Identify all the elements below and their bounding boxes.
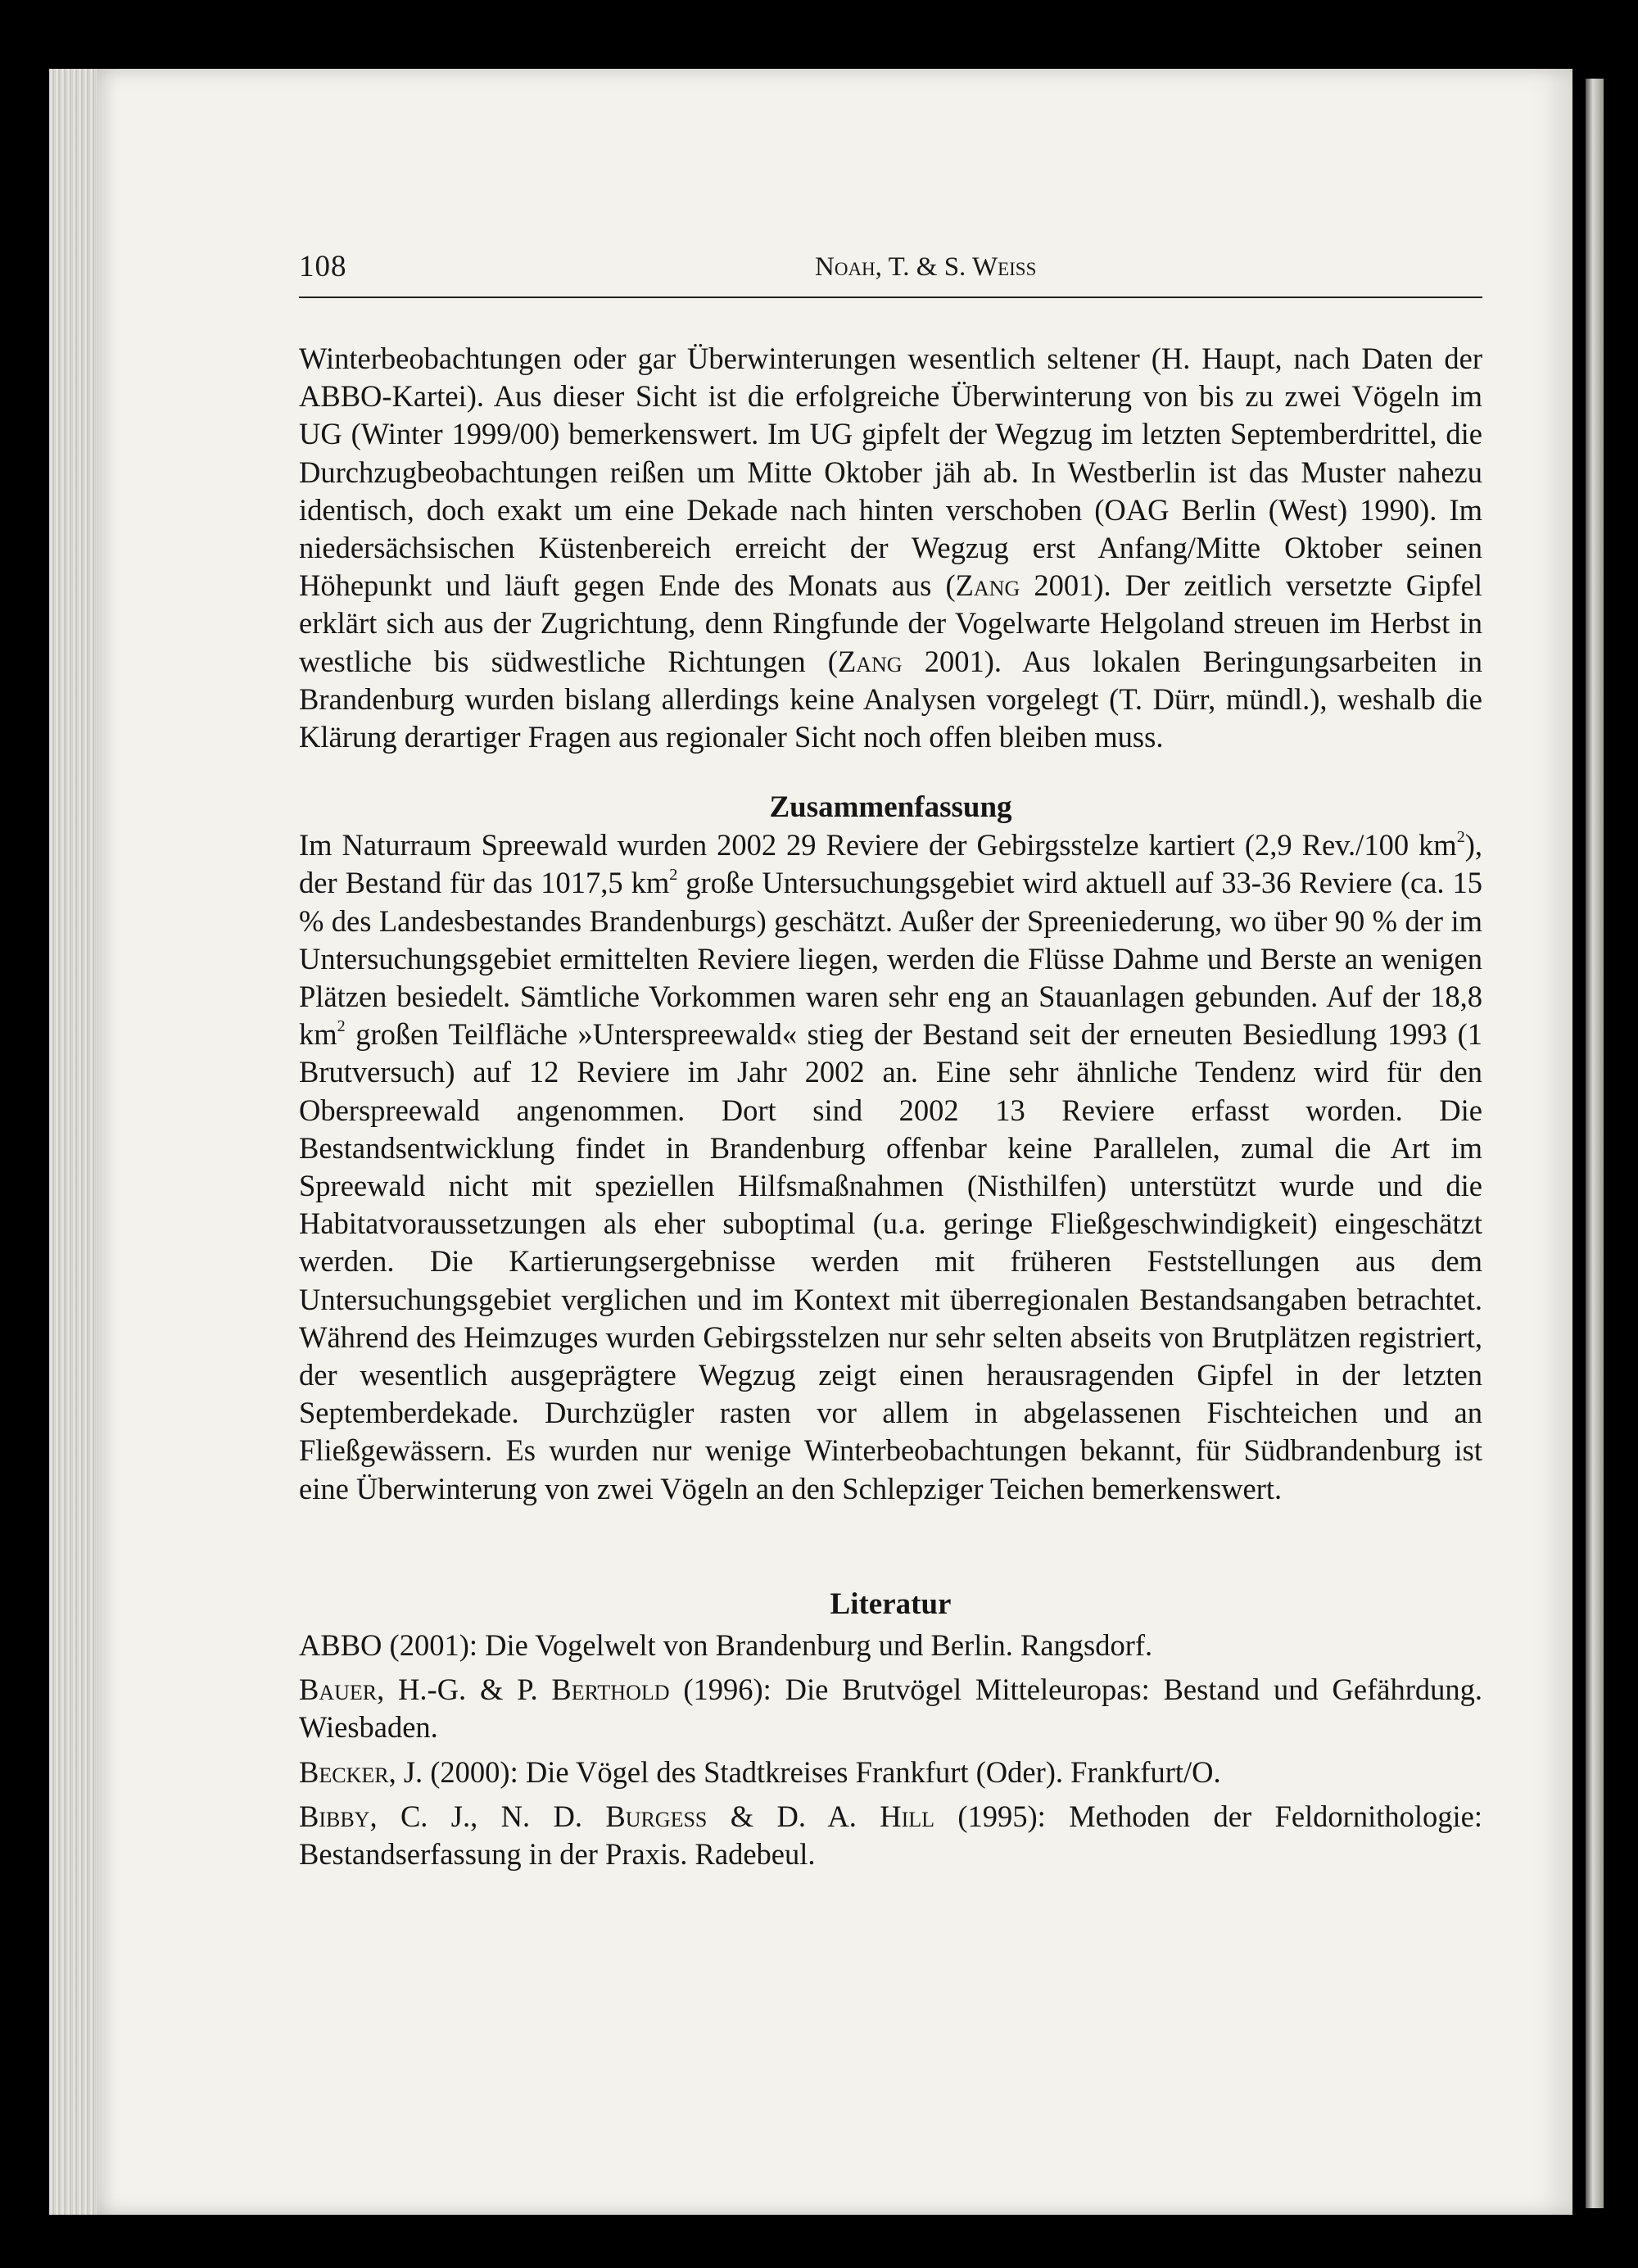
reference-text: , H.-G. & P.	[377, 1673, 552, 1707]
reference-author: Burgess	[605, 1799, 708, 1833]
reference-author: Berthold	[551, 1673, 670, 1707]
superscript: 2	[1456, 828, 1465, 847]
reference-text: & D. A.	[707, 1799, 880, 1833]
body-text: 2001). Der zeitlich versetzte Gipfel erklärt sich aus der Zugrichtung, denn Ringfunde der Vogelwarte Helgoland streuen im Herbst in westliche bis südwestliche Richtungen (	[299, 568, 1482, 678]
reference-text: , J. (2000): Die Vögel des Stadtkreises Frankfurt (Oder). Frankfurt/O.	[388, 1754, 1221, 1789]
summary-text: ), der Bestand für das 1017,5 km	[299, 828, 1482, 900]
reference-text: (1995): Methoden der Feldornithologie: Bestandserfassung in der Praxis. Radebeul.	[299, 1799, 1482, 1871]
reference-text: , C. J., N. D.	[369, 1799, 606, 1833]
reference-bibby	[299, 1798, 1482, 1873]
body-text: 2001). Aus lokalen Beringungsarbeiten in Brandenburg wurden bislang allerdings keine Analysen vorgelegt (T. Dürr, mündl.), weshalb die Klärung derartiger Fragen aus regionaler Sicht noch offen bleiben muss.	[299, 644, 1482, 754]
body-text: Winterbeobachtungen oder gar Überwinterungen wesentlich seltener (H. Haupt, nach Daten der ABBO-Kartei). Aus dieser Sicht ist die erfolgreiche Überwinterung von bis zu zwei Vögeln im UG (Winter 1999/00) bemerkenswert. Im UG gipfelt der Wegzug im letzten Septemberdrittel, die Durchzugbeobachtungen reißen um Mitte Oktober jäh ab. In Westberlin ist das Muster nahezu identisch, doch exakt um eine Dekade nach hinten verschoben (OAG Berlin (West) 1990). Im niedersächsischen Küstenbereich erreicht der Wegzug erst Anfang/Mitte Oktober seinen Höhepunkt und läuft gegen Ende des Monats aus (	[299, 342, 1482, 603]
superscript: 2	[337, 1017, 346, 1036]
superscript: 2	[669, 866, 678, 885]
running-head	[299, 249, 1482, 298]
summary-text: großen Teilfläche »Unterspreewald« stieg der Bestand seit der erneuten Besiedlung 1993 (1 Brutversuch) auf 12 Reviere im Jahr 2002 an. Eine sehr ähnliche Tendenz wird für den Oberspreewald angenommen. Dort sind 2002 13 Reviere erfasst worden. Die Bestandsentwicklung findet in Brandenburg offenbar keine Parallelen, zumal die Art im Spreewald nicht mit speziellen Hilfsmaßnahmen (Nisthilfen) unterstützt wurde und die Habitatvoraussetzungen als eher suboptimal (u.a. geringe Fließgeschwindigkeit) eingeschätzt werden. Die Kartierungsergebnisse werden mit früheren Feststellungen aus dem Untersuchungsgebiet verglichen und im Kontext mit überregionalen Bestandsangaben betrachtet. Während des Heimzuges wurden Gebirgsstelzen nur sehr selten abseits von Brutplätzen registriert, der wesentlich ausgeprägtere Wegzug zeigt einen herausragenden Gipfel in der letzten Septemberdekade. Durchzügler rasten vor allem in abgelassenen Fischteichen und an Fließgewässern. Es wurden nur wenige Winterbeobachtungen bekannt, für Südbrandenburg ist eine Überwinterung von zwei Vögeln an den Schlepziger Teichen bemerkenswert.	[299, 1017, 1482, 1505]
reference-abbo: ABBO (2001): Die Vogelwelt von Brandenburg und Berlin. Rangsdorf.	[299, 1627, 1153, 1662]
citation-author: Zang	[955, 568, 1020, 603]
header-authors: Noah, T. & S. Weiß	[815, 252, 1037, 282]
summary-text: Im Naturraum Spreewald wurden 2002 29 Reviere der Gebirgsstelze kartiert (2,9 Rev./100 km	[299, 828, 1457, 862]
summary-text: große Untersuchungsgebiet wird aktuell auf 33-36 Reviere (ca. 15 % des Landesbestandes Brandenburgs) geschätzt. Außer der Spreeniederung, wo über 90 % der im Untersuchungsgebiet ermittelten Reviere liegen, werden die Flüsse Dahme und Berste an wenigen Plätzen besiedelt. Sämtliche Vorkommen waren sehr eng an Stauanlagen gebunden. Auf der 18,8 km	[299, 866, 1482, 1052]
reference-bauer	[299, 1671, 1482, 1746]
page-number: 108	[299, 250, 347, 283]
summary-paragraph	[299, 826, 1482, 1508]
facing-page-edge	[1586, 79, 1604, 2208]
reference-becker	[299, 1754, 1482, 1791]
reference-author: Bauer	[299, 1673, 378, 1707]
reference-author: Bibby	[299, 1799, 370, 1833]
literature-heading: Literatur	[830, 1587, 952, 1621]
body-paragraph	[299, 340, 1482, 756]
reference-author: Hill	[880, 1799, 934, 1833]
summary-heading: Zusammenfassung	[769, 790, 1012, 825]
reference-text: (1996): Die Brutvögel Mitteleuropas: Bestand und Gefährdung. Wiesbaden.	[299, 1673, 1482, 1745]
citation-author: Zang	[837, 644, 903, 678]
page-content	[299, 340, 1482, 1880]
reference-author: Becker	[299, 1754, 389, 1789]
